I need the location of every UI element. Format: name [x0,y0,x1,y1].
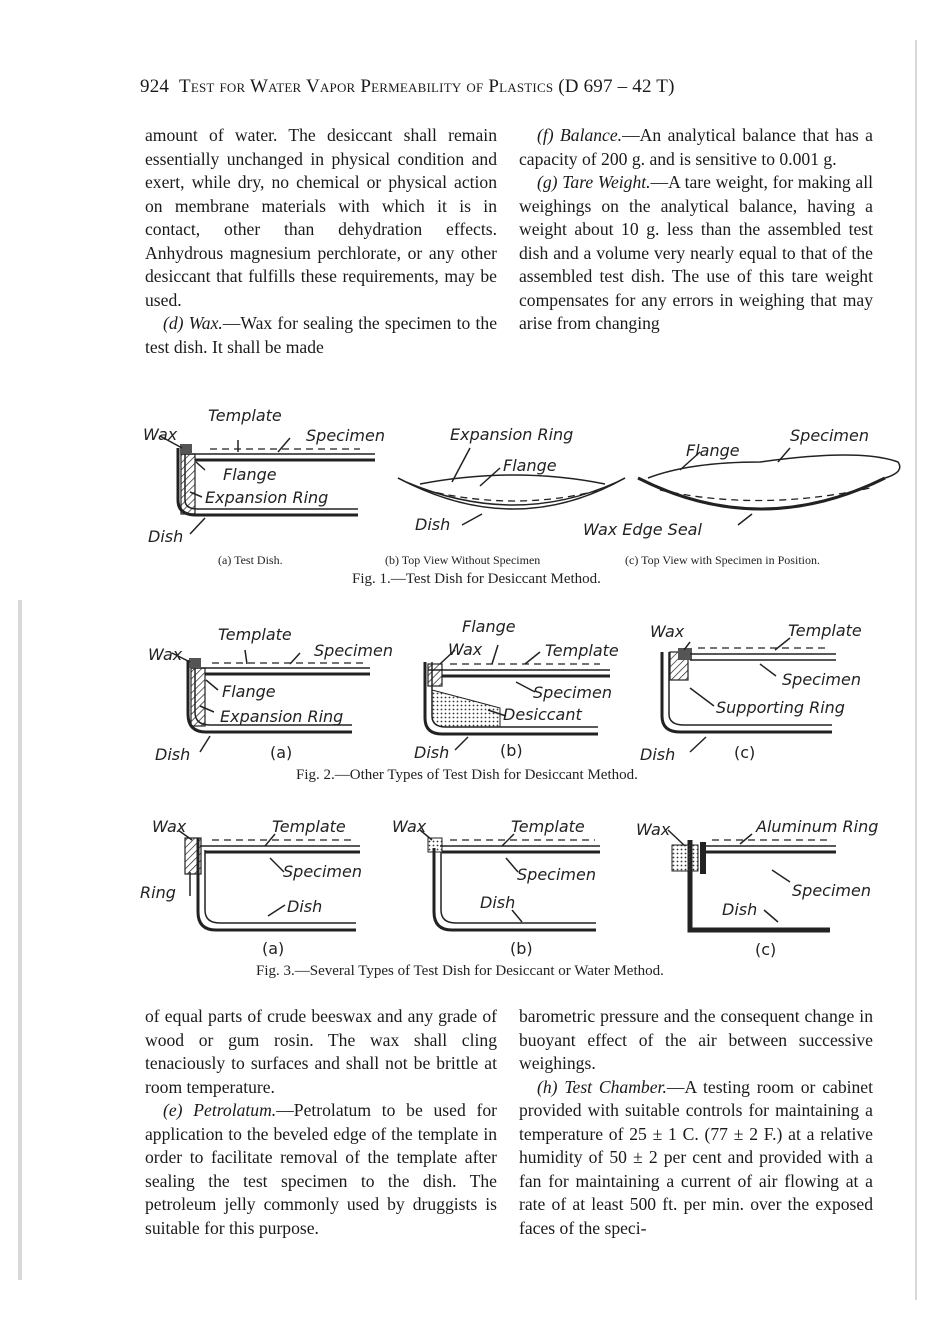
fig3-c-letter: (c) [755,940,777,959]
fig2-a-label-dish: Dish [155,745,191,764]
fig2-a-drawing [172,650,370,752]
fig3-c-label-specimen: Specimen [792,881,871,900]
header-designation: (D 697 – 42 T) [558,76,675,97]
fig3-a-label-specimen: Specimen [283,862,362,881]
fig2-c-label-dish: Dish [640,745,676,764]
fig3-c-label-wax: Wax [636,820,671,839]
paragraph-petrolatum: (e) Petrolatum.—Petrolatum to be used for application to the beveled edge of the template in order to facilitate removal of the template after sealing the test specimen to the dish. The petroleum jelly commonly used by druggists is suitable for this purpose. [145,1100,498,1238]
fig1-label-template: Template [208,406,282,425]
fig1-c-label-flange: Flange [686,441,740,460]
fig2-a-label-expansion-ring: Expansion Ring [220,707,344,726]
fig3-c-label-dish: Dish [722,900,758,919]
fig1-c-drawing [638,448,900,525]
petrolatum-heading: Petrolatum. [193,1100,277,1120]
fig2-b-label-template: Template [545,641,619,660]
fig2-a-label-wax: Wax [148,645,183,664]
fig1-label-wax: Wax [143,425,178,444]
fig2-b-label-dish: Dish [414,743,450,762]
fig3-b-label-template: Template [511,817,585,836]
paragraph: barometric pressure and the consequent change in buoyant effect of the air between successive weighings. [519,1006,873,1073]
fig3-a-label-dish: Dish [287,897,323,916]
paragraph-tare-weight: (g) Tare Weight.—A tare weight, for making all weighings on the analytical balance, having a weight about 10 g. less than the assembled test dish and a volume very nearly equal to that of the assembled test dish. The use of this tare weight compensates for any errors in weighing that may arise from changing [519,172,873,333]
fig3-b-label-dish: Dish [480,893,516,912]
fig1-subcaption-c: (c) Top View with Specimen in Position. [625,553,820,567]
figure-2 [148,617,862,783]
column-left-bottom [145,1005,497,1240]
fig1-c-label-specimen: Specimen [790,426,869,445]
fig1-a-drawing [160,436,375,534]
fig1-b-label-dish: Dish [415,515,451,534]
fig2-b-label-specimen: Specimen [533,683,612,702]
page-edge-shadow [915,40,917,1300]
fig3-b-drawing [420,830,600,930]
fig1-label-specimen: Specimen [306,426,385,445]
tare-weight-heading: Tare Weight. [562,172,651,192]
fig1-b-label-expansion-ring: Expansion Ring [450,425,574,444]
paragraph: amount of water. The desiccant shall remain essentially unchanged in physical condition and exert, while dry, no chemical or physical action on membrane materials with which it is in contact, other than dehydration effects. Anhydrous magnesium perchlorate, or any other desiccant that fulfills these requirements, may be used. [145,125,497,310]
wax-heading: Wax. [188,313,223,333]
fig3-c-label-aluminum-ring: Aluminum Ring [756,817,879,836]
paragraph-balance: (f) Balance.—An analytical balance that has a capacity of 200 g. and is sensitive to 0.001 g. [519,125,873,169]
fig3-a-label-ring: Ring [140,883,176,902]
fig2-a-label-flange: Flange [222,682,276,701]
paragraph-wax: (d) Wax.—Wax for sealing the specimen to the test dish. It shall be made [145,313,498,357]
binding-edge-shadow [18,600,22,1280]
fig2-b-drawing [425,645,610,750]
fig1-c-label-wax-edge-seal: Wax Edge Seal [583,520,702,539]
fig3-c-drawing [668,830,836,930]
fig1-caption: Fig. 1.—Test Dish for Desiccant Method. [352,571,601,587]
fig2-caption: Fig. 2.—Other Types of Test Dish for Desiccant Method. [296,767,638,783]
running-header [140,76,675,98]
wax-seal [180,444,192,454]
fig1-label-expansion-ring: Expansion Ring [205,488,329,507]
fig1-subcaption-b: (b) Top View Without Specimen [385,553,541,567]
fig2-c-drawing [662,638,836,752]
balance-heading: Balance. [560,125,623,145]
fig1-b-label-flange: Flange [503,456,557,475]
fig1-label-flange: Flange [223,465,277,484]
fig2-a-label-specimen: Specimen [314,641,393,660]
fig2-c-label-wax: Wax [650,622,685,641]
fig2-c-label-supporting-ring: Supporting Ring [716,698,845,717]
fig1-label-dish: Dish [148,527,184,546]
fig3-a-label-template: Template [272,817,346,836]
fig3-b-label-specimen: Specimen [517,865,596,884]
fig2-b-letter: (b) [500,741,523,760]
fig2-b-label-flange: Flange [462,617,516,636]
fig3-b-label-wax: Wax [392,817,427,836]
fig2-a-letter: (a) [270,743,293,762]
header-title: Test for Water Vapor Permeability of Plastics [179,76,554,97]
fig3-a-label-wax: Wax [152,817,187,836]
test-chamber-heading: Test Chamber. [564,1076,667,1097]
fig3-a-letter: (a) [262,939,285,958]
figure-1 [143,406,900,587]
column-left-top [145,124,497,359]
page-number: 924 [140,76,170,97]
expansion-ring-section [181,454,195,514]
figure-3 [140,817,878,979]
fig2-b-label-desiccant: Desiccant [503,705,582,724]
fig2-a-label-template: Template [218,625,292,644]
column-right-top [519,124,873,336]
fig2-b-label-wax: Wax [448,640,483,659]
fig3-a-drawing [178,830,360,930]
paragraph-test-chamber: (h) Test Chamber.—A testing room or cabinet provided with suitable controls for maintaining a temperature of 25 ± 1 C. (77 ± 2 F.) at a relative humidity of 50 ± 2 per cent and provided with a fan for maintaining a current of air flowing at a rate of at least 500 ft. per min. over the exposed faces of the speci- [519,1076,873,1238]
paragraph: of equal parts of crude beeswax and any grade of wood or gum rosin. The wax shall cling tenaciously to surfaces and shall not be brittle at room temperature. [145,1006,497,1097]
fig1-subcaption-a: (a) Test Dish. [218,553,283,567]
fig2-c-label-specimen: Specimen [782,670,861,689]
fig3-caption: Fig. 3.—Several Types of Test Dish for Desiccant or Water Method. [256,963,664,979]
fig2-c-label-template: Template [788,621,862,640]
fig1-b-drawing [398,448,625,525]
fig3-b-letter: (b) [510,939,533,958]
fig2-c-letter: (c) [734,743,756,762]
column-right-bottom [519,1005,873,1240]
